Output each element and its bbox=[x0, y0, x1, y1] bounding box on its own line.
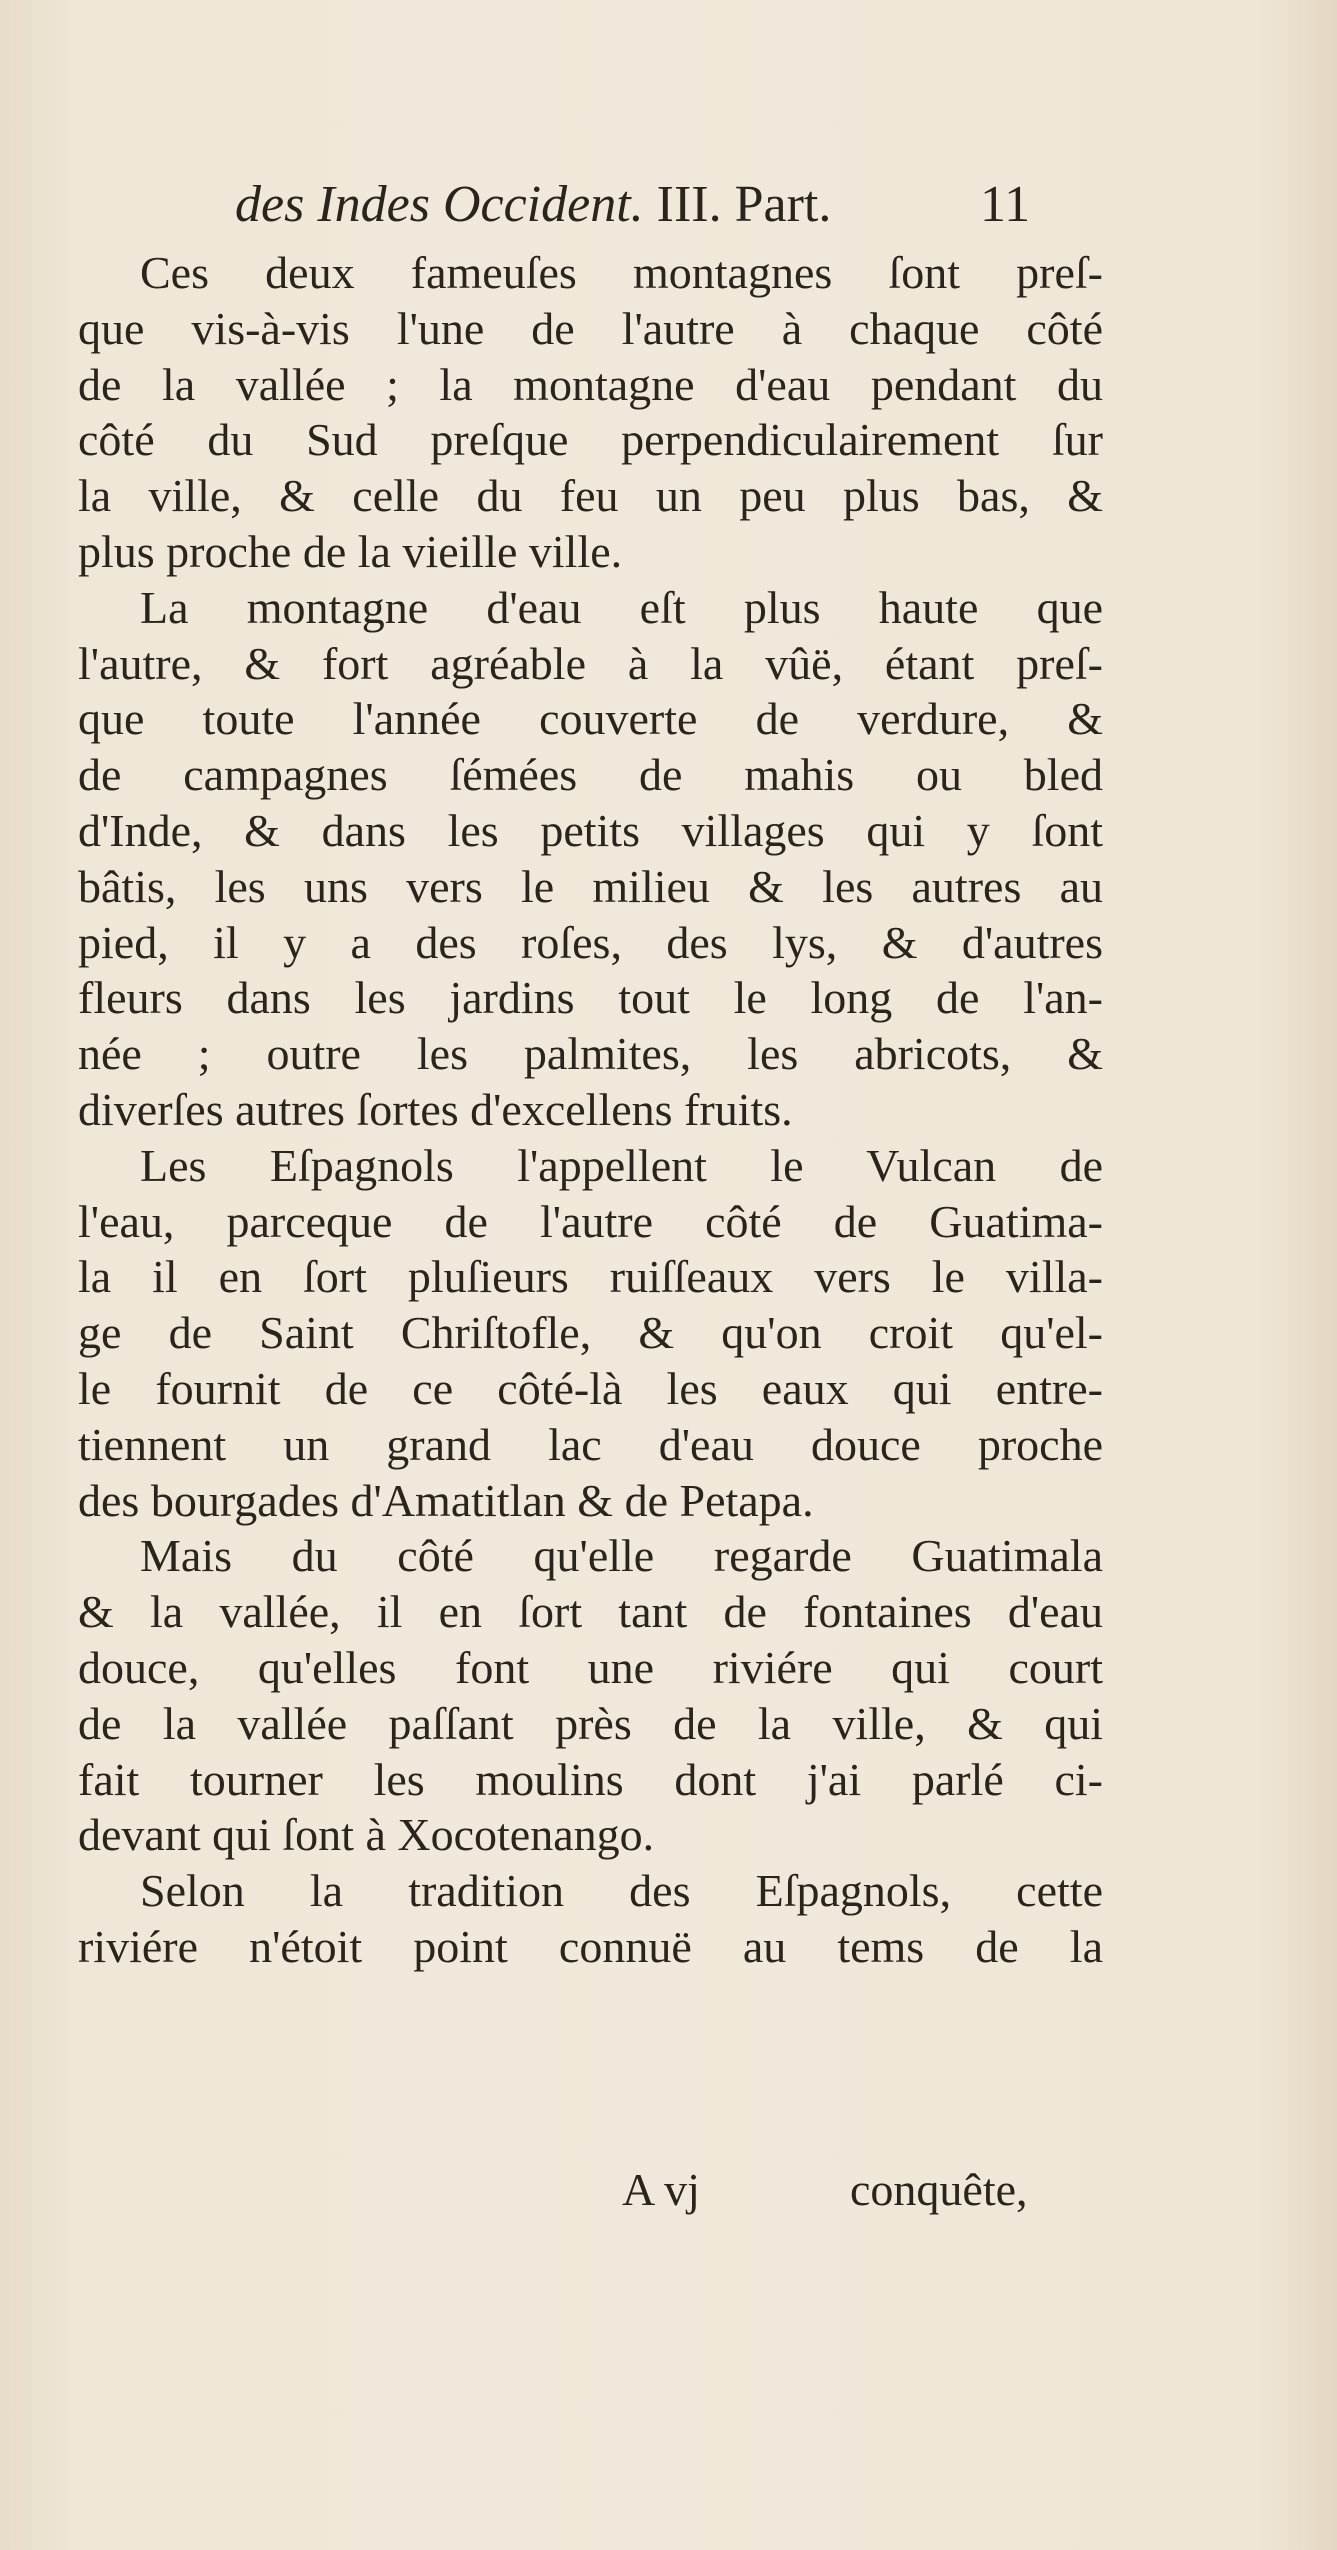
text-line: fleurs dans les jardins tout le long de l'an- bbox=[78, 972, 1103, 1024]
text-line: que toute l'année couverte de verdure, & bbox=[78, 693, 1103, 745]
text-line: plus proche de la vieille ville. bbox=[78, 525, 623, 577]
section-label: III. Part. bbox=[656, 176, 832, 233]
text-line: le fournit de ce côté-là les eaux qui entre- bbox=[78, 1362, 1103, 1414]
text-line: Selon la tradition des Eſpagnols, cette bbox=[140, 1865, 1103, 1917]
text-line: bâtis, les uns vers le milieu & les autres au bbox=[78, 860, 1103, 912]
text-line: Les Eſpagnols l'appellent le Vulcan de bbox=[140, 1139, 1103, 1191]
text-line: la ville, & celle du feu un peu plus bas, & bbox=[78, 470, 1103, 522]
text-line: fait tourner les moulins dont j'ai parlé ci- bbox=[78, 1753, 1103, 1805]
text-line: Ces deux fameuſes montagnes ſont preſ- bbox=[140, 247, 1103, 298]
text-line: l'eau, parceque de l'autre côté de Guatima- bbox=[78, 1195, 1103, 1247]
text-line: que vis-à-vis l'une de l'autre à chaque côté bbox=[78, 302, 1103, 354]
text-line: riviére n'étoit point connuë au tems de la bbox=[78, 1920, 1103, 1972]
text-line: pied, il y a des roſes, des lys, & d'autres bbox=[78, 916, 1103, 968]
text-line: diverſes autres ſortes d'excellens fruits. bbox=[78, 1083, 793, 1135]
text-line: tiennent un grand lac d'eau douce proche bbox=[78, 1418, 1103, 1470]
text-line: de la vallée ; la montagne d'eau pendant du bbox=[78, 358, 1103, 410]
text-line: douce, qu'elles font une riviére qui court bbox=[78, 1641, 1103, 1693]
body-text bbox=[78, 245, 1103, 1975]
text-line: née ; outre les palmites, les abricots, & bbox=[78, 1028, 1103, 1080]
running-title bbox=[235, 170, 831, 240]
text-line: de la vallée paſſant près de la ville, & qui bbox=[78, 1697, 1103, 1749]
page-header bbox=[235, 170, 1035, 240]
paragraph-3 bbox=[78, 1138, 1103, 1529]
text-line: & la vallée, il en ſort tant de fontaines d'eau bbox=[78, 1586, 1103, 1638]
paragraph-2 bbox=[78, 580, 1103, 1138]
text-line: des bourgades d'Amatitlan & de Petapa. bbox=[78, 1474, 814, 1526]
text-line: d'Inde, & dans les petits villages qui y ſont bbox=[78, 804, 1103, 856]
paragraph-5 bbox=[78, 1863, 1103, 1975]
signature-mark: A vj bbox=[622, 2164, 700, 2215]
page-footer bbox=[0, 2155, 1337, 2225]
text-line: devant qui ſont à Xocotenango. bbox=[78, 1809, 655, 1861]
text-line: Mais du côté qu'elle regarde Guatimala bbox=[140, 1530, 1103, 1582]
catchword: conquête, bbox=[850, 2164, 1028, 2215]
text-line: de campagnes ſémées de mahis ou bled bbox=[78, 749, 1103, 801]
running-title-text: des Indes Occident. bbox=[235, 176, 644, 233]
text-line: l'autre, & fort agréable à la vûë, étant preſ- bbox=[78, 637, 1103, 689]
text-line: la il en ſort pluſieurs ruiſſeaux vers le villa- bbox=[78, 1251, 1103, 1303]
text-line: ge de Saint Chriſtofle, & qu'on croit qu'el- bbox=[78, 1307, 1103, 1359]
text-line: côté du Sud preſque perpendiculairement ſur bbox=[78, 414, 1103, 466]
paragraph-4 bbox=[78, 1528, 1103, 1863]
text-line: La montagne d'eau eſt plus haute que bbox=[140, 581, 1103, 633]
paragraph-1 bbox=[78, 245, 1103, 580]
page-number: 11 bbox=[980, 176, 1031, 233]
